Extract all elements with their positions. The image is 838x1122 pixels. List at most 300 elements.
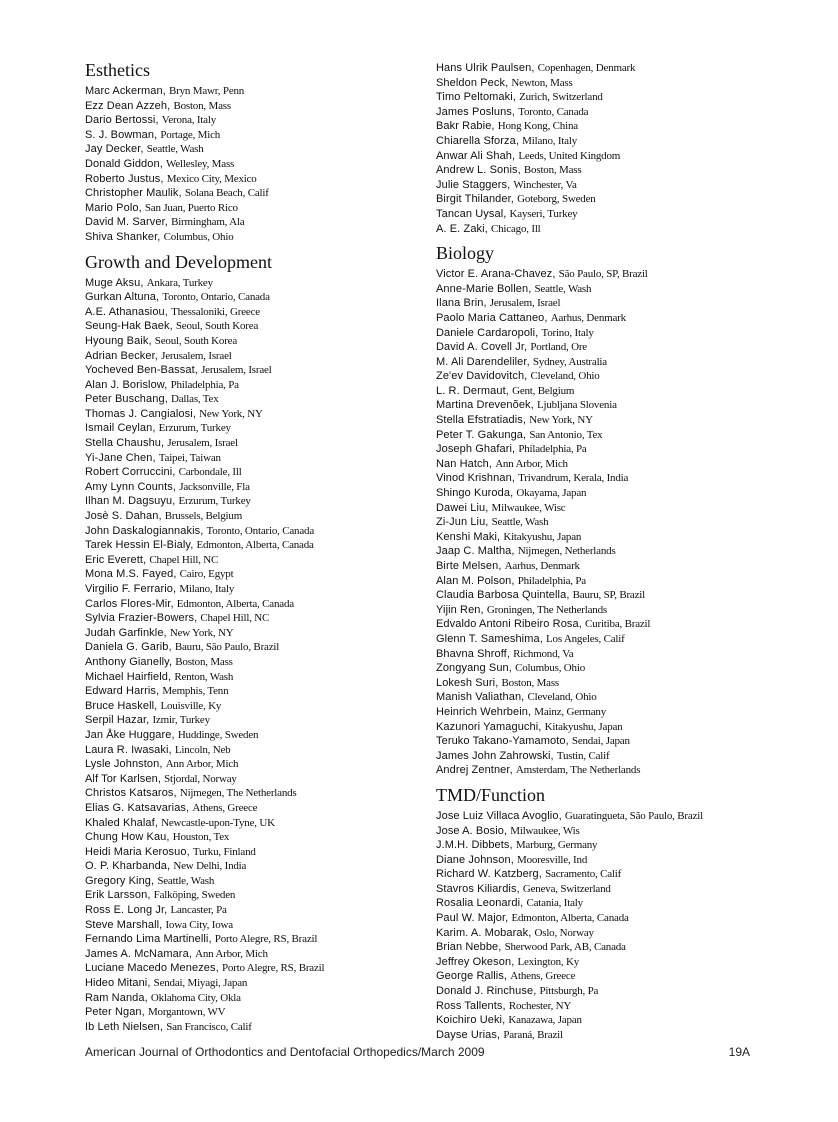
separator: , [200,524,207,537]
reviewer-name: Seung-Hak Baek [85,320,170,333]
separator: , [188,947,196,960]
separator: , [178,187,185,200]
separator: , [507,178,514,191]
reviewer-name: Victor E. Arana-Chavez [436,268,553,281]
separator: , [164,378,171,391]
reviewer-location: Marburg, Germany [515,839,598,852]
reviewer-name: Bruce Haskell [85,699,155,712]
reviewer-name: John Daskalogiannakis [85,524,201,537]
separator: , [552,268,559,281]
separator: , [170,597,177,610]
reviewer-location: Edmonton, Alberta, Canada [511,912,629,925]
reviewer-entry [85,113,425,128]
reviewer-name: Timo Peltomaki [436,91,513,104]
reviewer-entry [436,969,776,984]
reviewer-name: O. P. Kharbanda [85,860,168,873]
reviewer-name: Josè S. Dahan [85,510,159,523]
reviewer-location: Pittsburgh, Pa [539,985,599,998]
reviewer-location: New York, NY [529,414,593,427]
section-heading: Growth and Development [85,251,272,272]
reviewer-name: Zongyang Sun [436,662,509,675]
separator: , [538,720,545,733]
separator: , [516,882,523,895]
reviewer-entry [85,142,425,157]
reviewer-location: Oslo, Norway [534,926,594,939]
reviewer-entry [436,999,776,1014]
reviewer-location: Nijmegen, Netherlands [517,545,616,558]
reviewer-entry [85,186,425,201]
reviewer-entry [436,559,776,574]
reviewer-location: Seoul, South Korea [154,334,238,347]
reviewer-location: Edmonton, Alberta, Canada [196,539,314,552]
reviewer-entry [436,911,776,926]
reviewer-name: Peter Buschang [85,393,165,406]
reviewer-entry [436,222,776,237]
separator: , [506,647,514,660]
reviewer-entry [436,603,776,618]
separator: , [533,985,540,998]
reviewer-location: Seoul, South Korea [175,320,259,333]
reviewer-entry [85,305,425,320]
reviewer-name: Adrian Becker [85,349,155,362]
reviewer-name: Edvaldo Antoni Ribeiro Rosa [436,618,579,631]
reviewer-entry [436,178,776,193]
reviewer-location: Mexico City, Mexico [166,172,257,185]
reviewer-location: Geneva, Switzerland [522,882,611,895]
separator: , [208,933,215,946]
reviewer-name: Tarek Hessin El-Bialy [85,539,191,552]
reviewer-entry [436,296,776,311]
reviewer-entry [436,940,776,955]
reviewer-location: Ann Arbor, Mich [165,758,239,771]
page-footer [85,1045,750,1059]
reviewer-entry [436,617,776,632]
reviewer-location: Amsterdam, The Netherlands [515,764,641,777]
separator: , [515,134,523,147]
reviewer-name: Erik Larsson [85,889,148,902]
separator: , [186,845,193,858]
reviewer-location: Bauru, São Paulo, Brazil [174,641,280,654]
separator: , [502,999,509,1012]
separator: , [152,422,159,435]
reviewer-location: Edmonton, Alberta, Canada [176,597,294,610]
reviewer-location: Curitiba, Brazil [585,618,651,631]
separator: , [173,787,180,800]
reviewer-entry [85,888,425,903]
right-column [436,61,776,1042]
reviewer-section [85,56,425,245]
reviewer-location: Portage, Mich [160,128,221,141]
reviewer-name: Elias G. Katsavarias [85,801,187,814]
journal-citation: American Journal of Orthodontics and Dentofacial Orthopedics/March 2009 [85,1045,485,1059]
reviewer-location: Sendai, Miyagi, Japan [153,977,248,990]
separator: , [535,326,542,339]
reviewer-name: Christopher Maulik [85,187,179,200]
reviewer-name: Diane Johnson [436,853,511,866]
reviewer-location: Verona, Italy [161,114,217,127]
separator: , [143,553,150,566]
reviewer-location: Newcastle-upon-Tyne, UK [161,816,275,829]
separator: , [508,662,516,675]
reviewer-entry [85,713,425,728]
reviewer-name: Jan Åke Huggare [85,728,172,741]
reviewer-entry [436,676,776,691]
reviewer-entry [436,690,776,705]
reviewer-name: Kenshi Maki [436,530,498,543]
separator: , [167,99,174,112]
section-heading: Biology [436,243,495,264]
reviewer-name: A.E. Athanasiou [85,305,165,318]
reviewer-name: Brian Nebbe [436,941,499,954]
reviewer-entry [436,192,776,207]
separator: , [159,758,166,771]
reviewer-location: Columbus, Ohio [515,662,586,675]
reviewer-entry [436,267,776,282]
reviewer-name: Peter T. Gakunga [436,428,524,441]
reviewer-name: Sheldon Peck [436,76,506,89]
reviewer-entry [436,311,776,326]
reviewer-entry [85,976,425,991]
reviewer-location: Porto Alegre, RS, Brazil [214,933,318,946]
reviewer-location: Boston, Mass [173,99,231,112]
reviewer-entry [436,544,776,559]
separator: , [538,868,546,881]
reviewer-name: Birte Melsen [436,560,499,572]
reviewer-name: Lokesh Suri [436,676,496,689]
reviewer-entry [85,903,425,918]
reviewer-location: Renton, Wash [174,670,234,683]
separator: , [151,874,158,887]
reviewer-location: Porto Alegre, RS, Brazil [221,962,325,975]
reviewer-location: Kitakyushu, Japan [544,720,623,733]
reviewer-name: Dawei Liu [436,501,486,514]
reviewer-location: Tustin, Calif [556,749,610,762]
separator: , [168,670,175,683]
reviewer-entry [436,867,776,882]
reviewer-entry [436,853,776,868]
reviewer-location: Lancaster, Pa [170,904,227,917]
reviewer-entry [436,369,776,384]
separator: , [531,62,538,74]
reviewer-name: Yi-Jane Chen [85,451,153,464]
separator: , [169,320,176,333]
reviewer-location: Carbondale, Ill [178,466,242,479]
reviewer-location: Toronto, Ontario, Canada [206,524,315,537]
separator: , [164,305,172,318]
reviewer-name: Heidi Maria Kerosuo [85,845,187,858]
reviewer-name: Alan M. Polson [436,574,512,587]
reviewer-entry [85,918,425,933]
reviewer-name: Gurkan Altuna [85,291,157,304]
reviewer-location: Paraná, Brazil [503,1028,563,1041]
reviewer-name: James John Zahrowski [436,749,551,762]
reviewer-name: Shingo Kuroda [436,487,511,500]
reviewer-location: Izmir, Turkey [152,714,210,727]
reviewer-entry [436,105,776,120]
reviewer-entry [436,515,776,530]
separator: , [144,991,151,1004]
reviewer-location: San Antonio, Tex [529,428,603,441]
reviewer-entry [436,882,776,897]
reviewer-name: Mario Polo [85,201,139,214]
reviewer-location: Lincoln, Neb [174,743,231,756]
separator: , [558,809,565,822]
reviewer-entry [85,84,425,99]
reviewer-entry [436,720,776,735]
reviewer-location: Mainz, Germany [534,705,607,718]
reviewer-name: Anthony Gianelly [85,655,169,668]
reviewer-entry [85,670,425,685]
reviewer-location: Turku, Finland [192,845,256,858]
reviewer-entry [436,61,776,76]
reviewer-entry [85,830,425,845]
separator: , [158,510,165,523]
reviewer-name: David A. Covell Jr [436,341,525,354]
reviewer-entry [85,772,425,787]
reviewer-entry [85,99,425,114]
reviewer-name: Serpil Hazar [85,714,147,727]
separator: , [194,364,202,377]
reviewer-name: Andrej Zentner [436,764,510,777]
reviewer-name: Hans Ulrik Paulsen [436,62,532,74]
reviewer-entry [85,436,425,451]
reviewer-entry [85,215,425,230]
reviewer-name: Daniela G. Garib [85,641,169,654]
reviewer-location: Ljubljana Slovenia [536,399,617,412]
separator: , [566,589,573,602]
reviewer-entry [85,655,425,670]
reviewer-name: Laura R. Iwasaki [85,743,169,756]
reviewer-location: Kayseri, Turkey [509,207,578,220]
reviewer-location: San Juan, Puerto Rico [144,201,238,214]
reviewer-entry [436,588,776,603]
reviewer-name: Jose A. Bosio [436,824,504,837]
reviewer-name: Ram Nanda [85,991,145,1004]
separator: , [511,955,518,968]
separator: , [159,918,166,931]
reviewer-entry [436,661,776,676]
reviewer-location: Athens, Greece [510,970,576,983]
separator: , [530,399,537,412]
reviewer-name: Fernando Lima Martinelli [85,933,209,946]
separator: , [526,355,533,368]
reviewer-name: Dayse Urias [436,1028,498,1041]
reviewer-entry [85,201,425,216]
reviewer-location: Columbus, Ohio [163,230,234,243]
reviewer-name: Ib Leth Nielsen [85,1020,160,1033]
reviewer-location: Erzurum, Turkey [178,495,251,508]
reviewer-entry [85,157,425,172]
separator: , [190,539,197,552]
reviewer-location: New York, NY [169,626,234,639]
reviewer-location: Lexington, Ky [517,955,580,968]
separator: , [539,632,547,645]
reviewer-location: San Francisco, Calif [166,1020,252,1033]
reviewer-name: Marc Ackerman [85,85,163,97]
separator: , [524,370,531,383]
reviewer-entry [85,290,425,305]
separator: , [511,105,519,118]
reviewer-location: Toronto, Canada [518,105,589,118]
reviewer-entry [85,319,425,334]
reviewer-name: Vinod Krishnan [436,472,512,485]
reviewer-location: Chapel Hill, NC [149,553,219,566]
reviewer-entry [85,743,425,758]
separator: , [521,691,528,704]
reviewer-location: Milano, Italy [179,583,235,595]
reviewer-name: Joseph Ghafari [436,443,512,456]
reviewer-entry [85,816,425,831]
reviewer-entry [85,538,425,553]
reviewer-location: Oklahoma City, Okla [150,991,241,1004]
separator: , [528,926,535,939]
reviewer-name: Nan Hatch [436,457,489,470]
reviewer-name: Robert Corruccini [85,466,173,479]
reviewer-entry [85,509,425,524]
reviewer-location: Newton, Mass [511,76,573,89]
reviewer-location: Boston, Mass [523,164,582,177]
reviewer-name: Julie Staggers [436,178,508,191]
separator: , [168,655,176,668]
reviewer-location: Thessaloniki, Greece [171,305,260,318]
reviewer-name: Eric Everett [85,553,144,566]
separator: , [161,437,168,450]
reviewer-location: Chicago, Ill [491,222,541,235]
reviewer-entry [436,428,776,443]
reviewer-location: Seattle, Wash [491,516,549,529]
reviewer-entry [85,684,425,699]
reviewer-entry [85,961,425,976]
reviewer-location: Dallas, Tex [171,393,219,406]
reviewer-name: Dario Bertossi [85,114,156,127]
reviewer-entry [436,824,776,839]
reviewer-entry [436,486,776,501]
reviewer-location: Seattle, Wash [534,282,592,295]
reviewer-name: Richard W. Katzberg [436,868,539,881]
reviewer-name: Chung How Kau [85,831,167,844]
separator: , [156,291,163,304]
reviewer-location: Milano, Italy [522,134,578,147]
reviewer-name: S. J. Bowman [85,128,155,141]
reviewer-location: Groningen, The Netherlands [486,603,607,616]
separator: , [550,749,557,762]
reviewer-entry [85,1020,425,1035]
reviewer-location: Cleveland, Ohio [530,370,600,383]
reviewer-location: Jerusalem, Israel [489,297,561,310]
reviewer-location: Erzurum, Turkey [158,422,231,435]
reviewer-location: Goteborg, Sweden [517,193,596,206]
separator: , [509,839,516,852]
reviewer-name: Luciane Macedo Menezes [85,962,216,975]
separator: , [154,349,162,362]
left-column [85,53,425,1034]
reviewer-entry [436,647,776,662]
reviewer-name: J.M.H. Dibbets [436,839,510,852]
separator: , [491,120,498,133]
reviewer-entry [436,282,776,297]
reviewer-name: Hyoung Baik [85,334,149,347]
reviewer-location: Hong Kong, China [497,120,578,133]
separator: , [503,824,511,837]
reviewer-entry [85,230,425,245]
reviewer-entry [85,172,425,187]
separator: , [512,443,519,456]
reviewer-name: Ilhan M. Dagsuyu [85,495,173,508]
reviewer-location: Philadelphia, Pa [170,378,239,391]
reviewer-location: Sherwood Park, AB, Canada [504,941,626,954]
separator: , [138,201,145,214]
reviewer-name: Jaap C. Maltha [436,545,512,558]
separator: , [171,728,178,741]
reviewer-location: Taipei, Taiwan [158,451,221,464]
reviewer-location: Winchester, Va [513,178,577,191]
separator: , [488,457,496,470]
reviewer-name: Roberto Justus [85,172,161,185]
reviewer-name: Ezz Dean Azzeh [85,99,168,112]
separator: , [527,705,535,718]
reviewer-name: Andrew L. Sonis [436,164,518,177]
reviewer-name: Steve Marshall [85,918,160,931]
separator: , [511,574,518,587]
reviewer-entry [85,626,425,641]
reviewer-entry [436,207,776,222]
reviewer-entry [85,392,425,407]
separator: , [497,530,504,543]
reviewer-entry [85,845,425,860]
reviewer-entry [85,932,425,947]
reviewer-location: Torino, Italy [541,326,594,339]
reviewer-entry [436,163,776,178]
reviewer-name: Zi-Jun Liu [436,516,486,529]
reviewer-entry [436,471,776,486]
separator: , [157,772,165,785]
reviewer-entry [85,801,425,816]
separator: , [166,831,173,844]
reviewer-section [436,239,776,778]
separator: , [215,962,222,975]
separator: , [172,466,179,479]
reviewer-location: Philadelphia, Pa [517,574,586,587]
reviewer-entry [85,465,425,480]
reviewer-name: Shiva Shanker [85,230,158,243]
reviewer-name: Gregory King [85,874,152,887]
reviewer-name: Ross E. Long Jr [85,904,165,917]
separator: , [578,618,586,631]
separator: , [495,676,502,689]
separator: , [154,699,161,712]
reviewer-location: Bryn Mawr, Penn [169,85,245,97]
reviewer-name: Ze'ev Davidovitch [436,370,525,383]
reviewer-name: Yocheved Ben-Bassat [85,364,195,377]
reviewer-entry [85,128,425,143]
reviewer-entry [85,421,425,436]
reviewer-entry [436,119,776,134]
separator: , [528,282,535,295]
reviewer-name: Virgilio F. Ferrario [85,583,173,595]
reviewer-location: Sacramento, Calif [545,868,622,881]
reviewer-entry [436,76,776,91]
separator: , [164,904,171,917]
separator: , [522,414,530,427]
reviewer-name: Birgit Thilander [436,193,511,206]
reviewer-entry [85,611,425,626]
separator: , [141,1006,148,1019]
separator: , [167,860,174,873]
reviewer-location: Louisville, Ky [160,699,222,712]
separator: , [565,735,572,748]
reviewer-name: James Posluns [436,105,512,118]
separator: , [186,801,193,814]
